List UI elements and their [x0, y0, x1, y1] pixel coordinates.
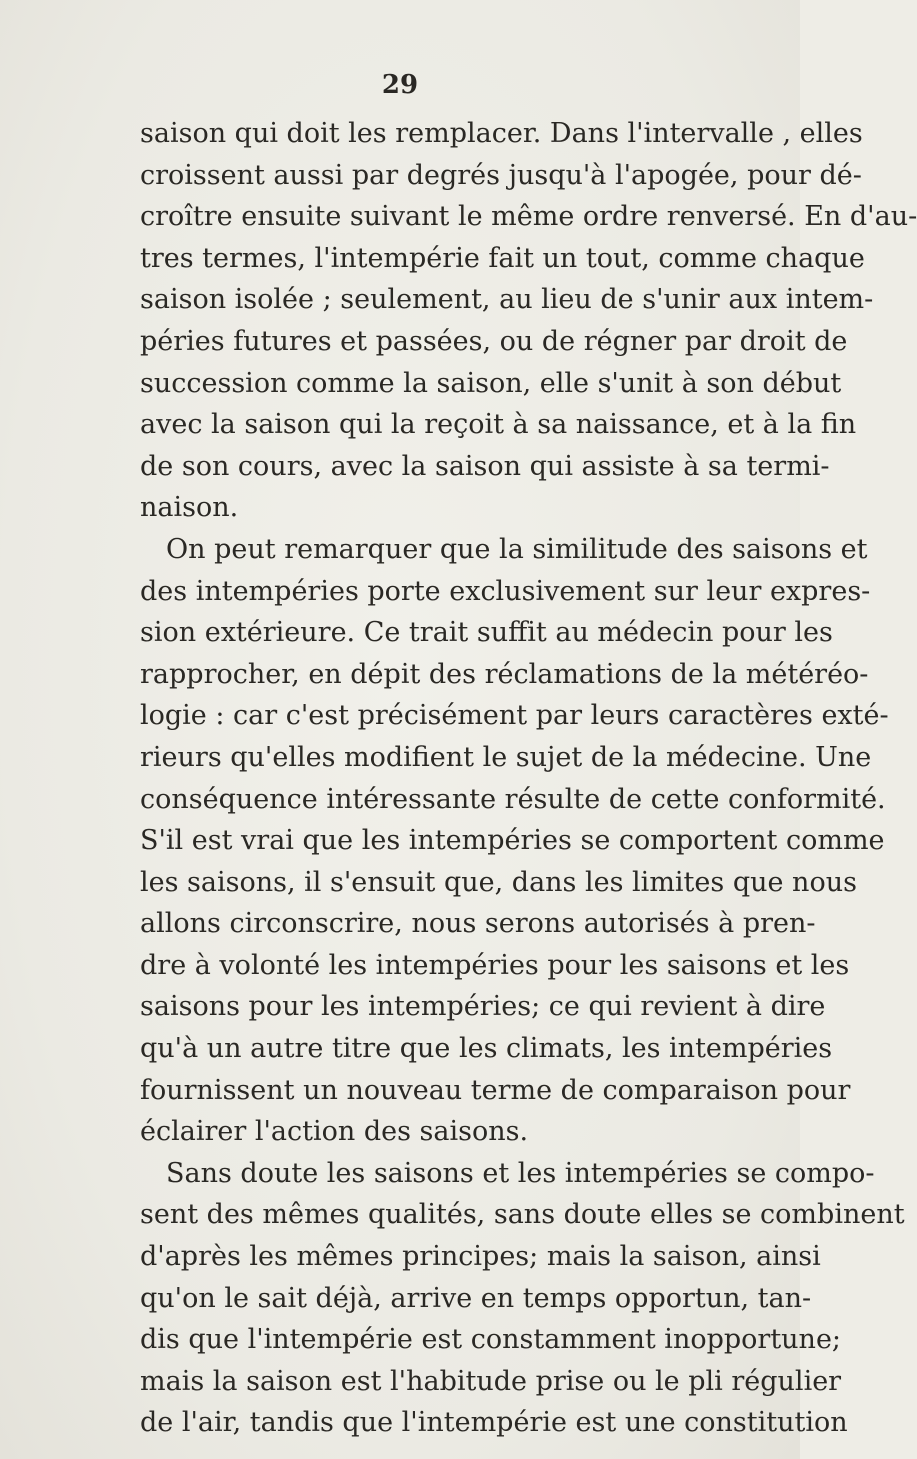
text-line: succession comme la saison, elle s'unit à son début [140, 367, 842, 399]
text-line: allons circonscrire, nous serons autorisés à pren- [140, 908, 816, 940]
text-line: rieurs qu'elles modifient le sujet de la médecine. Une [140, 741, 872, 773]
text-line: de son cours, avec la saison qui assiste à sa termi- [140, 450, 830, 482]
text-line: rapprocher, en dépit des réclamations de la météréo- [140, 658, 869, 690]
text-line: des intempéries porte exclusivement sur leur expres- [140, 575, 871, 607]
text-line: fournissent un nouveau terme de comparaison pour [140, 1074, 851, 1106]
text-line: tres termes, l'intempérie fait un tout, comme chaque [140, 242, 865, 274]
text-line: qu'on le sait déjà, arrive en temps opportun, tan- [140, 1282, 812, 1314]
text-line: sion extérieure. Ce trait suffit au médecin pour les [140, 617, 833, 649]
text-line: naison. [140, 492, 239, 524]
body-text [140, 113, 917, 1444]
text-line: On peut remarquer que la similitude des saisons et [166, 533, 868, 565]
text-line: éclairer l'action des saisons. [140, 1116, 529, 1148]
text-line: de l'air, tandis que l'intempérie est une constitution [140, 1407, 848, 1439]
text-line: dre à volonté les intempéries pour les saisons et les [140, 949, 850, 981]
text-line: S'il est vrai que les intempéries se comportent comme [140, 825, 885, 857]
text-line: sent des mêmes qualités, sans doute elles se combinent [140, 1199, 905, 1231]
text-line: d'après les mêmes principes; mais la saison, ainsi [140, 1241, 821, 1273]
text-line: croissent aussi par degrés jusqu'à l'apogée, pour dé- [140, 159, 862, 191]
text-line: Sans doute les saisons et les intempéries se compo- [166, 1157, 875, 1189]
text-line: saisons pour les intempéries; ce qui revient à dire [140, 991, 826, 1023]
text-line: mais la saison est l'habitude prise ou le pli régulier [140, 1365, 842, 1397]
text-line: dis que l'intempérie est constamment inopportune; [140, 1324, 842, 1356]
text-line: péries futures et passées, ou de régner par droit de [140, 325, 848, 357]
text-line: saison qui doit les remplacer. Dans l'intervalle , elles [140, 118, 863, 149]
text-line: qu'à un autre titre que les climats, les intempéries [140, 1033, 833, 1065]
text-line: logie : car c'est précisément par leurs caractères exté- [140, 700, 889, 732]
text-line: croître ensuite suivant le même ordre renversé. En d'au- [140, 201, 917, 233]
text-line: les saisons, il s'ensuit que, dans les limites que nous [140, 866, 857, 898]
text-line: avec la saison qui la reçoit à sa naissance, et à la fin [140, 409, 857, 441]
page-number: 29 [381, 70, 419, 100]
text-line: conséquence intéressante résulte de cette conformité. [140, 783, 886, 815]
text-line: saison isolée ; seulement, au lieu de s'unir aux intem- [140, 284, 874, 316]
